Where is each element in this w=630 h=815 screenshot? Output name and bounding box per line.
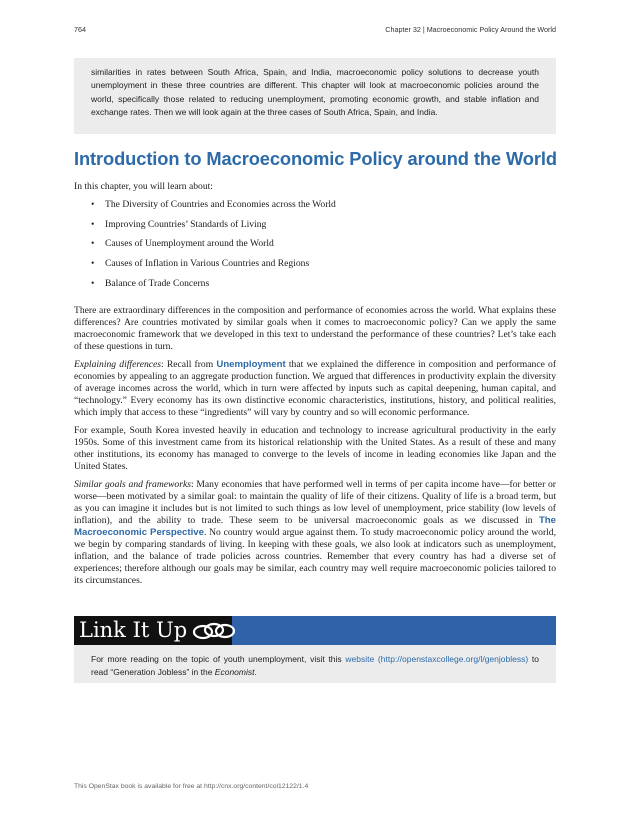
paragraph-south-korea: For example, South Korea invested heavily in education and technology to increase agricultural productivity in the early 1950s. Some of this investment came from its historical relationship with the United States. As a result of these and many other institutions, its economy has managed to converge to the levels of income in leading economies like Japan and the United States. (74, 424, 556, 473)
bullet-icon: • (91, 277, 95, 289)
chain-link-icon (192, 621, 236, 641)
lead-text: In this chapter, you will learn about: (74, 181, 213, 192)
link-text: to read “Generation Jobless” in the (91, 654, 539, 678)
list-item (74, 236, 336, 256)
paragraph-text: that we explained the difference in composition and performance of economies by appealing to an aggregate production function. We argued that differences in productivity explain the diversity of average incomes across the world, which in turn were affected by inputs such as capital deepening, human capital, and “technology.” Every economy has its own distinctive economic characteristics, institutions, history, and political realities, which imply that access to these “ingredients” will vary by country and so will economic performance. (74, 358, 557, 419)
topic-label: Causes of Unemployment around the World (105, 238, 274, 250)
paragraph-similar-goals (74, 479, 556, 588)
bullet-icon: • (91, 199, 95, 210)
paragraph-overview: There are extraordinary differences in the composition and performance of economies across the world. What explains these differences? Are countries motivated by similar goals when it comes to macroeconomic policy? Can we apply the same macroeconomic framework that we developed in this text to understand the performance of these countries? Let’s take each of these questions in turn. (74, 305, 556, 353)
link-text: For more reading on the topic of youth unemployment, visit this (91, 654, 346, 664)
list-item (74, 276, 336, 296)
page-footer: This OpenStax book is available for free at http://cnx.org/content/col12122/1.4 (74, 783, 309, 790)
paragraph-label: Explaining differences (74, 358, 162, 370)
topics-list (74, 197, 336, 295)
topic-label: The Diversity of Countries and Economies across the World (105, 199, 336, 210)
chapter-title: Chapter 32 | Macroeconomic Policy Around the World (385, 25, 556, 34)
paragraph-label: Similar goals and frameworks (74, 478, 191, 490)
website-link[interactable]: website (http://openstaxcollege.org/l/genjobless) (345, 654, 529, 664)
bullet-icon: • (91, 238, 95, 250)
page-number: 764 (74, 25, 86, 34)
section-heading: Introduction to Macroeconomic Policy around the World (74, 148, 557, 169)
publication-name: Economist (214, 667, 255, 678)
paragraph-text: . No country would argue against them. To study macroeconomic policy around the world, we begin by comparing standards of living. In keeping with these goals, we also look at indicators such as unemployment, inflation, and the balance of trade policies across countries. Remember that every country has had a diverse set of experiences; therefore although our goals may be similar, each country may well require macroeconomic policies tailored to its circumstances. (74, 527, 557, 587)
link-it-up-banner (74, 616, 556, 645)
list-item (74, 197, 336, 217)
link-it-up-title: Link It Up (79, 618, 188, 642)
unemployment-link[interactable]: Unemployment (216, 358, 286, 370)
list-item (74, 256, 336, 276)
paragraph-text: : Recall from (161, 358, 217, 370)
topic-label: Balance of Trade Concerns (105, 277, 210, 289)
link-it-up-box (74, 645, 556, 683)
bullet-icon: • (91, 258, 95, 270)
link-text: . (254, 667, 257, 678)
topic-label: Improving Countries’ Standards of Living (105, 218, 267, 230)
topic-label: Causes of Inflation in Various Countries and Regions (105, 258, 310, 270)
body-text (74, 305, 556, 593)
bullet-icon: • (91, 218, 95, 230)
macroeconomic-perspective-link[interactable]: The Macroeconomic Perspective (74, 515, 556, 539)
intro-box (74, 58, 556, 134)
paragraph-explaining-differences (74, 359, 556, 419)
list-item (74, 217, 336, 237)
paragraph-text: : Many economies that have performed well in terms of per capita income have—for better or worse—been motivated by a similar goal: to maintain the quality of life of their citizens. Quality of life is a broad term, but as you can imagine it includes but is not limited to such things as low level of unemployment, price stability (low levels of inflation), and the ability to trade. These seem to be universal macroeconomic goals as we discussed in (74, 478, 556, 526)
intro-text: similarities in rates between South Africa, Spain, and India, macroeconomic policy solutions to decrease youth unemployment in these three countries are different. This chapter will look at macroeconomic policies around the world, specifically those related to reducing unemployment, promoting economic growth, and stable inflation and exchange rates. Then we will look again at the three cases of South Africa, Spain, and India. (91, 67, 539, 117)
